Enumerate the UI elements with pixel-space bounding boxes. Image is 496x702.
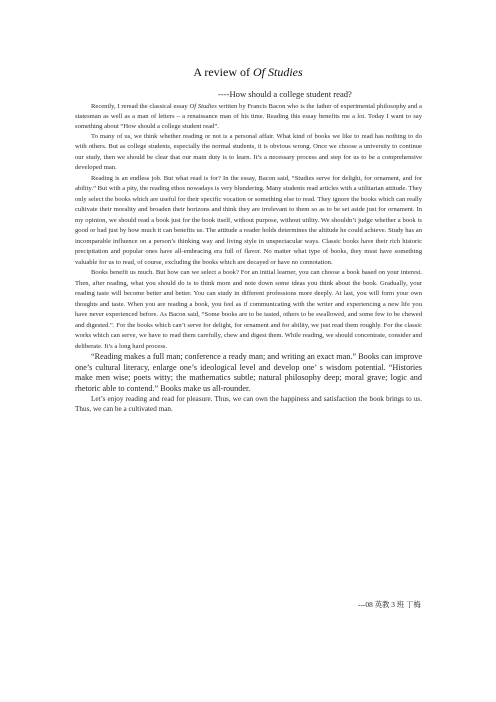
paragraph-1-after: written by Francis Bacon who is the father of experimental philosophy and a statesman as well as a man of letters – a renaissance man of his time. Reading this essay benefits me a lot. Today I want to say something about “How should a college student read”. xyxy=(75,103,422,130)
paragraph-1-before: Recently, I reread the classical essay xyxy=(91,103,190,110)
essay-body xyxy=(75,102,422,414)
paragraph-1 xyxy=(75,102,422,132)
essay-title xyxy=(0,64,496,80)
author-signature: ---08 英教 3 班 丁梅 xyxy=(358,600,421,609)
paragraph-5: “Reading makes a full man; conference a ready man; and writing an exact man.” Books can improve one’s cultural literacy, enlarge one’s ideological level and develop one’ s wisdom potential. “Histories make men wise; poets witty; the mathematics subtle; natural philosophy deep; moral grave; logic and rhetoric able to contend.” Books make us all-rounder. xyxy=(75,352,422,393)
paragraph-6: Let’s enjoy reading and read for pleasure. Thus, we can own the happiness and satisfaction the book brings to us. Thus, we can be a cultivated man. xyxy=(75,395,422,414)
title-prefix: A review of xyxy=(193,65,253,79)
paragraph-4: Books benefit us much. But how can we select a book? For an initial learner, you can choose a book based on your interest. Then, after reading, what you should do is to think more and note down some ideas you think about the book. Gradually, your reading taste will become better and better. You can study in different professions more deeply. At last, you will form your own thoughts and taste. When you are reading a book, you feel as if communicating with the writer and experiencing a new life you have never experienced before. As Bacon said, “Some books are to be tasted, others to be swallowed, and some few to be chewed and digested.”. For the books which can’t serve for delight, for ornament and for ability, we just read them roughly. For the classic works which can serve, we have to read them carefully, chew and digest them. While reading, we should concentrate, consider and deliberate. It’s a long hard process. xyxy=(75,269,422,350)
paragraph-1-italic: Of Studies xyxy=(189,103,217,110)
paragraph-3: Reading is an endless job. But what read is for? In the essay, Bacon said, “Studies serve for delight, for ornament, and for ability.” But with a pity, the reading ethos nowadays is very blundering. Many students read articles with a utilitarian attitude. They only select the books which are useful for their specific vocation or something else to read. They ignore the books which can really cultivate their morality and broaden their horizons and think they are irrelevant to them so as to be set aside just for ornament. In my opinion, we should read a book just for the book itself, without purpose, without utility. We shouldn’t judge whether a book is good or bad just by how much it can benefits us. The attitude a reader holds determines the altitude he could achieve. Study has an incomparable influence on a person’s thinking way and living style in unspectacular ways. Classic books have their rich historic precipitation and popular ones have all-embracing era full of flavor. No matter what type of books, they must have something valuable for us to read, of course, excluding the books which are decayed or have no connotation. xyxy=(75,174,422,266)
essay-subtitle: ----How should a college student read? xyxy=(218,89,352,99)
title-italic: Of Studies xyxy=(252,65,303,79)
paragraph-2: To many of us, we think whether reading or not is a personal affair. What kind of books we like to read has nothing to do with others. But as college students, especially the normal students, it is obvious wrong. Once we choose a university to continue our study, then we should be clear that our main duty is to learn. It’s a necessary process and step for us to be a comprehensive developed man. xyxy=(75,132,422,172)
